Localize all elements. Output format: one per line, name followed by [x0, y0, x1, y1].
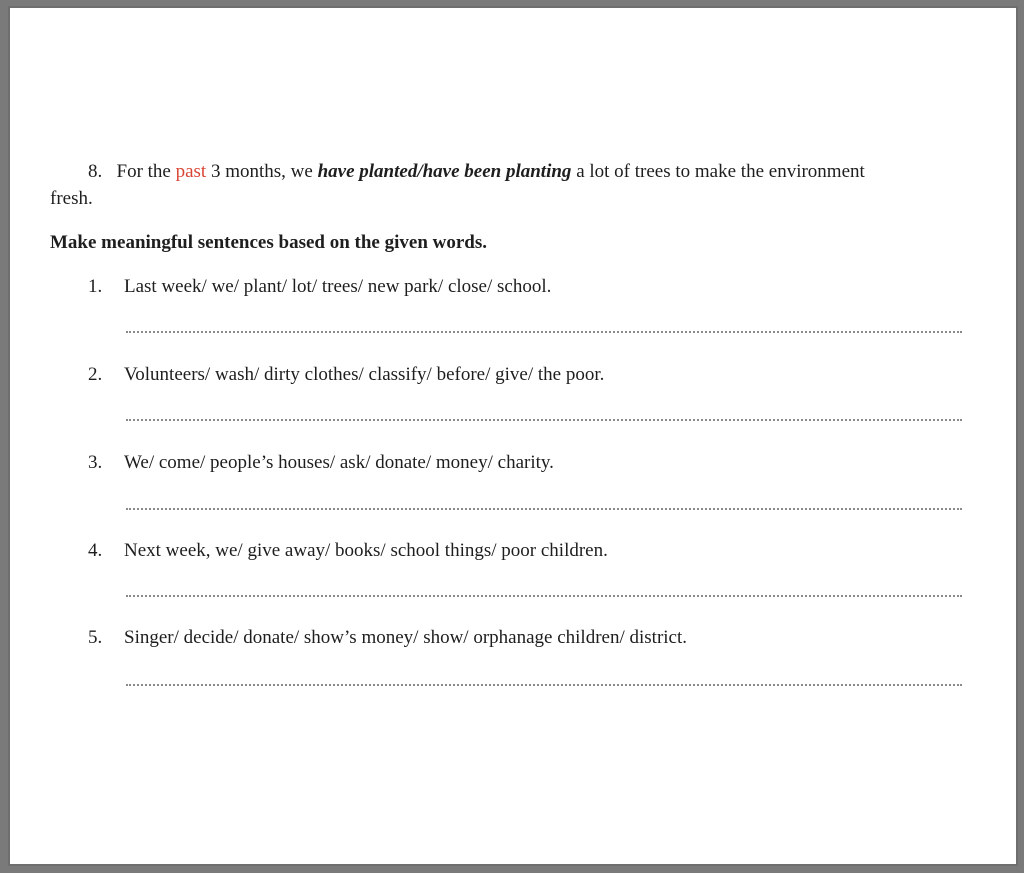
answer-line-1[interactable]: [126, 331, 962, 333]
item-prompt: Last week/ we/ plant/ lot/ trees/ new park/ close/ school.: [124, 276, 552, 297]
question-8-text-after: a lot of trees to make the environment fresh.: [50, 161, 865, 209]
item-number: 1.: [88, 276, 103, 297]
exercise-item-5: [88, 627, 687, 649]
item-number: 3.: [88, 452, 103, 473]
item-number: 4.: [88, 540, 103, 561]
exercise-item-4: [88, 540, 608, 562]
worksheet-page: [8, 6, 1018, 866]
question-8-highlighted-word: past: [175, 161, 207, 182]
answer-line-4[interactable]: [126, 595, 962, 597]
item-prompt: Next week, we/ give away/ books/ school things/ poor children.: [124, 540, 608, 561]
question-8: [50, 158, 910, 212]
answer-line-3[interactable]: [126, 508, 962, 510]
item-prompt: We/ come/ people’s houses/ ask/ donate/ money/ charity.: [124, 452, 554, 473]
item-prompt: Volunteers/ wash/ dirty clothes/ classify/ before/ give/ the poor.: [124, 364, 605, 385]
exercise-item-3: [88, 452, 554, 474]
item-number: 2.: [88, 364, 103, 385]
question-8-text-before: For the: [116, 161, 171, 182]
exercise-item-2: [88, 364, 604, 386]
exercise-item-1: [88, 276, 551, 298]
item-number: 5.: [88, 627, 103, 648]
answer-line-2[interactable]: [126, 419, 962, 421]
item-prompt: Singer/ decide/ donate/ show’s money/ show/ orphanage children/ district.: [124, 627, 688, 648]
question-8-answer-choice: have planted/have been planting: [317, 161, 572, 182]
answer-line-5[interactable]: [126, 684, 962, 686]
question-8-text-middle: 3 months, we: [210, 161, 313, 182]
section-heading: Make meaningful sentences based on the given words.: [50, 232, 488, 253]
question-8-number: 8.: [88, 161, 103, 182]
